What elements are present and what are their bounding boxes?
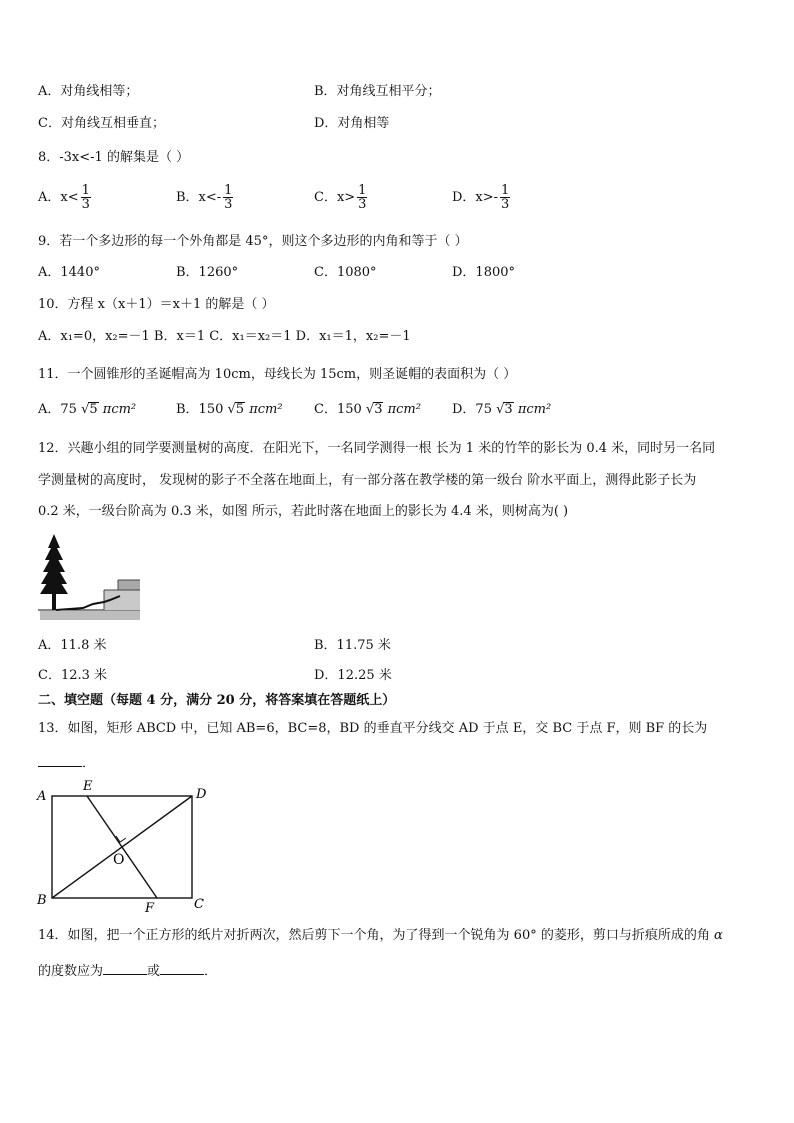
q8-option-a: A．x< $\frac{1}{3}$ xyxy=(38,183,90,212)
q8-stem: 8．-3x<-1 的解集是（ ） xyxy=(38,150,190,165)
q9-option-d: D．1800° xyxy=(452,265,516,280)
q11-option-d: D．75 √3 πcm² xyxy=(452,402,552,417)
tree-shadow-figure xyxy=(38,532,142,622)
section-title-fill-in: 二、填空题（每题 4 分，满分 20 分，将答案填在答题纸上） xyxy=(38,693,396,708)
fraction: $\frac{1}{3}$ xyxy=(224,183,233,212)
q8-option-c: C．x> $\frac{1}{3}$ xyxy=(314,183,367,212)
q14-line1: 14．如图，把一个正方形的纸片对折两次，然后剪下一个角，为了得到一个锐角为 60° 的菱形，剪口与折痕所成的角 α xyxy=(38,928,723,943)
label-o: O xyxy=(113,852,125,868)
answer-blank[interactable] xyxy=(38,754,82,767)
q9-option-b: B．1260° xyxy=(176,265,239,280)
q10-stem: 10．方程 x（x＋1）＝x＋1 的解是（ ） xyxy=(38,297,275,312)
q12-line1: 12．兴趣小组的同学要测量树的高度．在阳光下，一名同学测得一根 长为 1 米的竹竿的影长为 0.4 米，同时另一名同 xyxy=(38,441,716,456)
fraction: $\frac{1}{3}$ xyxy=(501,183,510,212)
q7-option-b: B．对角线互相平分； xyxy=(314,84,441,99)
q12-option-c: C．12.3 米 xyxy=(38,668,108,683)
q13-answer-line: ． xyxy=(38,754,95,772)
q7-option-d: D．对角相等 xyxy=(314,116,390,131)
label-b: B xyxy=(37,893,47,908)
q9-option-a: A．1440° xyxy=(38,265,100,280)
q8-option-d: D．x>- $\frac{1}{3}$ xyxy=(452,183,510,212)
q11-option-c: C．150 √3 πcm² xyxy=(314,402,421,417)
q12-option-b: B．11.75 米 xyxy=(314,638,391,653)
q9-stem: 9．若一个多边形的每一个外角都是 45°，则这个多边形的内角和等于（ ） xyxy=(38,234,468,249)
rectangle-abcd-figure xyxy=(34,778,220,914)
label-c: C xyxy=(194,897,204,912)
q8-option-b: B．x<- $\frac{1}{3}$ xyxy=(176,183,233,212)
q14-line2: 的度数应为 或 ． xyxy=(38,964,218,979)
label-d: D xyxy=(196,787,207,802)
q7-option-a: A．对角线相等； xyxy=(38,84,139,99)
q7-option-c: C．对角线互相垂直； xyxy=(38,116,165,131)
label-e: E xyxy=(83,779,93,794)
q11-option-b: B．150 √5 πcm² xyxy=(176,402,283,417)
q12-line3: 0.2 米，一级台阶高为 0.3 米，如图 所示，若此时落在地面上的影长为 4.4 米，则树高为( ) xyxy=(38,504,569,519)
answer-blank-1[interactable] xyxy=(103,962,147,975)
q12-option-a: A．11.8 米 xyxy=(38,638,107,653)
q9-option-c: C．1080° xyxy=(314,265,377,280)
q11-option-a: A．75 √5 πcm² xyxy=(38,402,137,417)
q13-line1: 13．如图，矩形 ABCD 中，已知 AB=6，BC=8，BD 的垂直平分线交 AD 于点 E，交 BC 于点 F，则 BF 的长为 xyxy=(38,721,708,736)
label-f: F xyxy=(145,901,155,914)
q11-stem: 11．一个圆锥形的圣诞帽高为 10cm，母线长为 15cm，则圣诞帽的表面积为（ ） xyxy=(38,367,517,382)
label-a: A xyxy=(37,789,47,804)
fraction: $\frac{1}{3}$ xyxy=(81,183,90,212)
fraction: $\frac{1}{3}$ xyxy=(358,183,367,212)
q12-option-d: D．12.25 米 xyxy=(314,668,392,683)
answer-blank-2[interactable] xyxy=(160,962,204,975)
q12-line2: 学测量树的高度时， 发现树的影子不全落在地面上，有一部分落在教学楼的第一级台 阶水平面上，测得此影子长为 xyxy=(38,473,697,488)
q10-options: A．x₁=0，x₂=－1 B．x＝1 C．x₁＝x₂＝1 D．x₁＝1，x₂=－1 xyxy=(38,329,411,344)
